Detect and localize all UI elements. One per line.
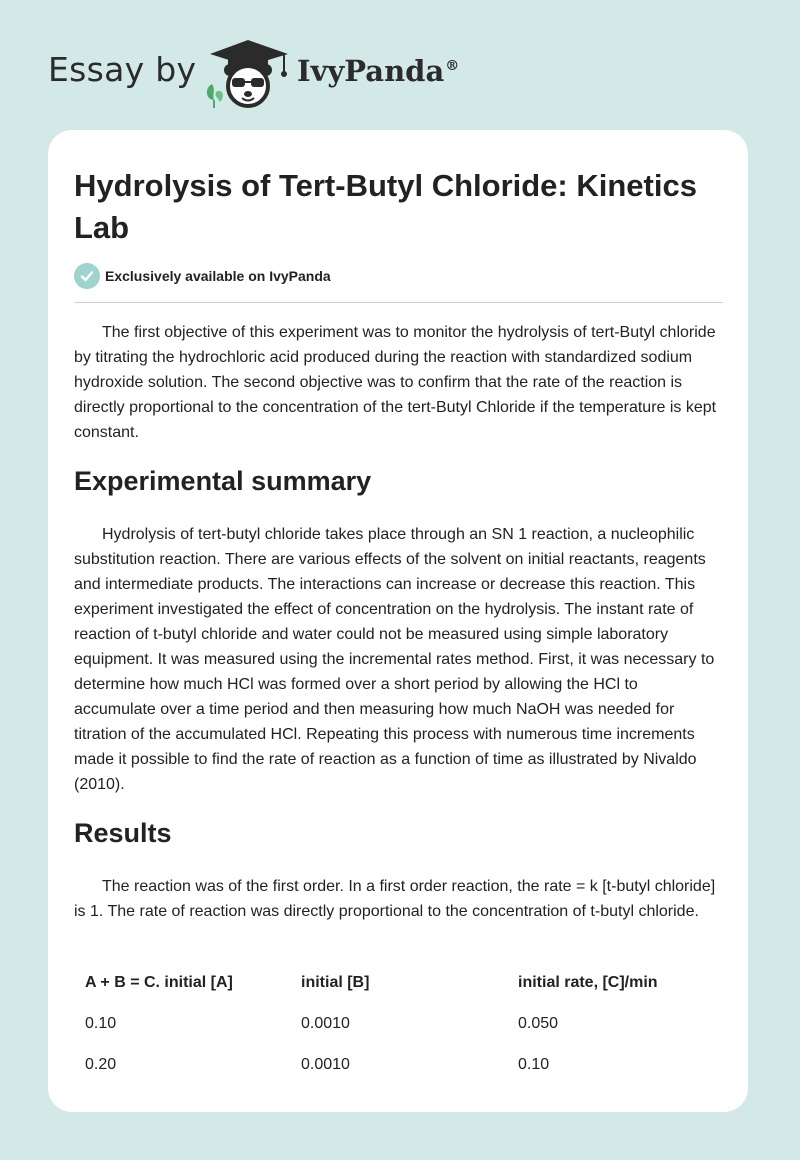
table-cell: 0.20: [85, 1055, 117, 1073]
table-header-cell: A + B = C. initial [A]: [85, 973, 233, 991]
table-header-cell: initial rate, [C]/min: [518, 973, 658, 991]
site-header: [0, 0, 800, 130]
intro-paragraph: The first objective of this experiment was to monitor the hydrolysis of tert-Butyl chloride by titrating the hydrochloric acid produced during the reaction with standardized sodium hydroxide solution. The second objective was to confirm that the rate of the reaction is directly proportional to the concentration of the tert-Butyl Chloride if the temperature is kept constant.: [74, 324, 717, 441]
registered-mark: ®: [445, 58, 460, 75]
section-heading-experimental-summary: Experimental summary: [74, 466, 372, 496]
brand-name-text: IvyPanda: [297, 54, 445, 88]
results-paragraph: The reaction was of the first order. In a first order reaction, the rate = k [t-butyl chloride] is 1. The rate of reaction was directly proportional to the concentration of t-butyl chloride.: [74, 878, 716, 920]
experimental-summary-paragraph: Hydrolysis of tert-butyl chloride takes place through an SN 1 reaction, a nucleophilic substitution reaction. There are various effects of the solvent on initial reactants, reagents and intermediate products. The interactions can increase or decrease this reaction. This experiment investigated the effect of concentration on the hydrolysis. The instant rate of reaction of t-butyl chloride and water could not be measured using simple laboratory equipment. It was measured using the incremental rates method. First, it was necessary to determine how much HCl was formed over a short period by allowing the HCl to accumulate over a time period and then measuring how much NaOH was needed for titration of the accumulated HCl. Repeating this process with numerous time increments made it possible to find the rate of reaction as a function of time as illustrated by Nivaldo (2010).: [74, 526, 715, 793]
table-cell: 0.10: [85, 1014, 117, 1032]
exclusive-label: Exclusively available on IvyPanda: [105, 268, 331, 284]
page-title: Hydrolysis of Tert-Butyl Chloride: Kinetics Lab: [74, 168, 697, 245]
section-heading-results: Results: [74, 818, 172, 848]
brand-prefix: Essay by: [48, 50, 197, 89]
table-header-row: [74, 962, 723, 1003]
exclusive-badge: [74, 263, 723, 289]
brand-name: [297, 54, 459, 88]
check-icon: [74, 263, 100, 289]
article-card: [48, 130, 748, 1112]
table-header-cell: initial [B]: [301, 973, 370, 991]
table-row: [74, 1003, 723, 1044]
table-cell: 0.0010: [301, 1014, 350, 1032]
table-row: [74, 1044, 723, 1085]
table-cell: 0.0010: [301, 1055, 350, 1073]
results-table: [74, 962, 723, 1085]
table-cell: 0.050: [518, 1014, 559, 1032]
title-divider: [74, 302, 723, 303]
table-cell: 0.10: [518, 1055, 550, 1073]
ivypanda-logo-icon[interactable]: [202, 36, 292, 108]
